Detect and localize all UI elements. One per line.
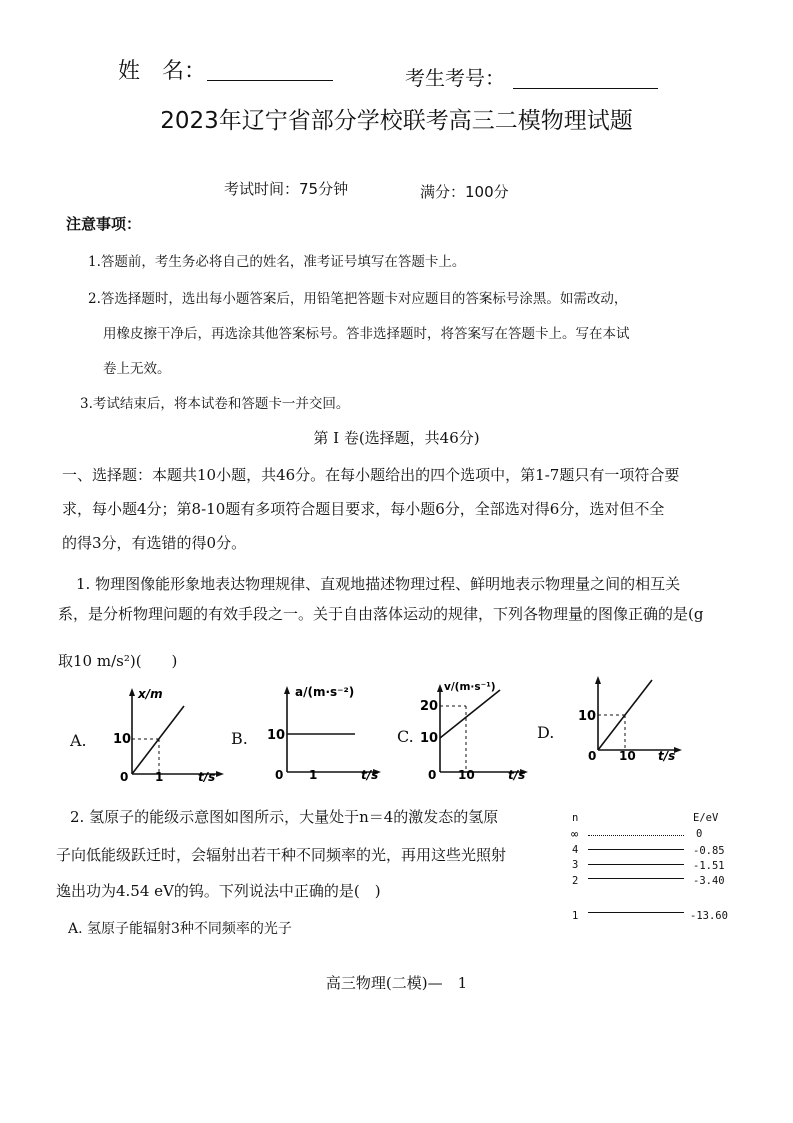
origin-label: 0 bbox=[275, 768, 284, 782]
x-tick-label: 1 bbox=[155, 770, 164, 782]
name-label: 姓 名： bbox=[118, 59, 207, 84]
x-axis-arrow bbox=[216, 771, 224, 777]
energy-header: E/eV bbox=[693, 812, 719, 824]
q2-stem-line: 2. 氢原子的能级示意图如图所示，大量处于n＝4的激发态的氢原 bbox=[70, 808, 499, 826]
q1-option-d-label[interactable]: D. bbox=[537, 723, 555, 742]
origin-label: 0 bbox=[120, 770, 129, 782]
graph-line bbox=[440, 690, 500, 738]
note-item: 用橡皮擦干净后，再选涂其他答案标号。答非选择题时，将答案写在答题卡上。写在本试 bbox=[103, 326, 630, 342]
x-tick-label: 10 bbox=[619, 749, 636, 763]
level-energy: -1.51 bbox=[693, 860, 725, 872]
x-axis-label: t/s bbox=[361, 768, 379, 782]
level-line-4 bbox=[588, 849, 684, 850]
y-axis-arrow bbox=[129, 688, 135, 696]
level-energy: 0 bbox=[696, 828, 703, 840]
x-axis-label: t/s bbox=[198, 770, 216, 782]
q1-stem-line: 取10 m/s²)( ) bbox=[58, 652, 178, 670]
graph-line bbox=[132, 706, 184, 774]
section-intro-line: 求，每小题4分；第8-10题有多项符合题目要求，每小题6分，全部选对得6分，选对但不全 bbox=[62, 500, 665, 518]
note-item: 1.答题前，考生务必将自己的姓名，准考证号填写在答题卡上。 bbox=[88, 254, 466, 270]
y-axis-arrow bbox=[595, 676, 601, 684]
level-n: 3 bbox=[572, 859, 579, 871]
exam-time: 考试时间：75分钟 bbox=[224, 180, 349, 198]
y-axis-arrow bbox=[437, 684, 443, 692]
origin-label: 0 bbox=[588, 749, 597, 763]
page-footer: 高三物理(二模)— 1 bbox=[325, 974, 468, 992]
note-item: 3.考试结束后，将本试卷和答题卡一并交回。 bbox=[80, 396, 350, 412]
exam-number-blank bbox=[513, 88, 658, 89]
q1-graph-b bbox=[265, 678, 395, 782]
level-n: 4 bbox=[572, 844, 579, 856]
level-n: 2 bbox=[572, 875, 579, 887]
notes-title: 注意事项： bbox=[66, 215, 142, 233]
section-intro-line: 一、选择题：本题共10小题，共46分。在每小题给出的四个选项中，第1-7题只有一项符合要 bbox=[62, 466, 680, 484]
q1-graph-c bbox=[418, 676, 538, 782]
page-title: 2023年辽宁省部分学校联考高三二模物理试题 bbox=[160, 108, 633, 134]
q1-option-c-label[interactable]: C. bbox=[397, 727, 414, 746]
x-axis-label: t/s bbox=[658, 749, 676, 763]
level-energy: -3.40 bbox=[693, 875, 725, 887]
level-line-2 bbox=[588, 878, 684, 879]
n-header: n bbox=[572, 812, 579, 824]
level-line-3 bbox=[588, 864, 684, 865]
note-item: 卷上无效。 bbox=[103, 361, 171, 377]
level-energy: -0.85 bbox=[693, 845, 725, 857]
note-item: 2.答选择题时，选出每小题答案后，用铅笔把答题卡对应题目的答案标号涂黑。如需改动， bbox=[88, 291, 628, 307]
level-energy: -13.60 bbox=[690, 910, 728, 922]
q2-stem-line: 子向低能级跃迁时，会辐射出若干种不同频率的光，再用这些光照射 bbox=[56, 846, 507, 864]
exam-number-label: 考生考号： bbox=[405, 66, 505, 90]
y-axis-label: v/(m·s⁻¹) bbox=[444, 681, 496, 693]
q1-option-a-label[interactable]: A. bbox=[70, 731, 87, 750]
level-line-infinity bbox=[588, 835, 684, 836]
name-blank bbox=[207, 80, 333, 81]
section-title: 第 I 卷(选择题，共46分) bbox=[313, 429, 480, 447]
x-tick-label: 1 bbox=[309, 768, 318, 782]
y-tick-label: 10 bbox=[420, 731, 439, 746]
full-score: 满分：100分 bbox=[420, 183, 509, 201]
q1-stem-line: 系，是分析物理问题的有效手段之一。关于自由落体运动的规律，下列各物理量的图像正确的是(g bbox=[58, 605, 704, 623]
q1-graph-d bbox=[574, 670, 694, 770]
q2-stem-line: 逸出功为4.54 eV的钨。下列说法中正确的是( ) bbox=[56, 882, 381, 900]
y-axis-arrow bbox=[284, 686, 290, 694]
q1-graph-a bbox=[110, 682, 230, 782]
q2-option-a[interactable]: A. 氢原子能辐射3种不同频率的光子 bbox=[68, 921, 292, 937]
x-axis-label: t/s bbox=[508, 768, 526, 782]
level-line-1 bbox=[588, 912, 684, 913]
y-tick-label: 10 bbox=[113, 732, 132, 747]
y-tick-label: 20 bbox=[420, 699, 439, 714]
y-tick-label: 10 bbox=[578, 709, 597, 724]
level-n: 1 bbox=[572, 910, 579, 922]
q1-stem-line: 1. 物理图像能形象地表达物理规律、直观地描述物理过程、鲜明地表示物理量之间的相互关 bbox=[76, 575, 681, 593]
y-axis-label: a/(m·s⁻²) bbox=[295, 685, 355, 699]
section-intro-line: 的得3分，有选错的得0分。 bbox=[62, 534, 247, 552]
level-n: ∞ bbox=[571, 827, 579, 841]
y-axis-label: x/m bbox=[138, 687, 163, 701]
y-tick-label: 10 bbox=[267, 728, 286, 743]
x-tick-label: 10 bbox=[458, 768, 475, 782]
q1-option-b-label[interactable]: B. bbox=[231, 729, 248, 748]
origin-label: 0 bbox=[428, 768, 437, 782]
